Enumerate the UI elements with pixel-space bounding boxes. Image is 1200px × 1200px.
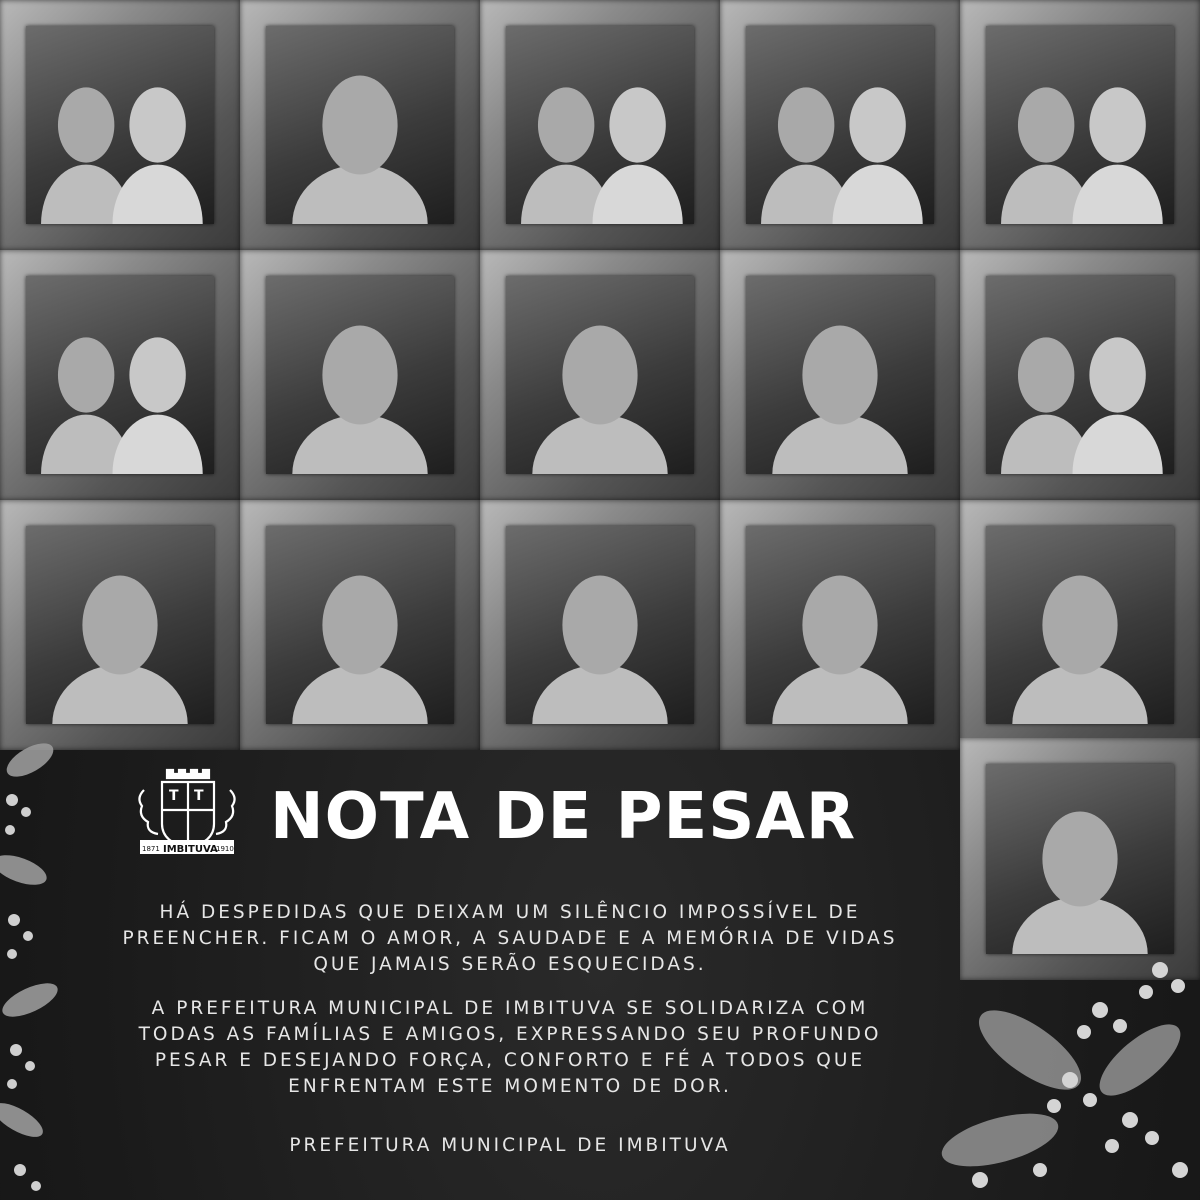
- photo-frame-9: [720, 250, 960, 500]
- city-coat-of-arms-icon: [132, 764, 242, 859]
- notice-signature: PREFEITURA MUNICIPAL DE IMBITUVA: [289, 1135, 731, 1156]
- person-body: [832, 165, 922, 224]
- person-photo-icon: [506, 276, 694, 474]
- memorial-photo: [986, 26, 1174, 224]
- logo-year-left: 1871: [142, 845, 160, 853]
- flowers-left-icon: [0, 740, 80, 1200]
- person-head: [562, 326, 637, 425]
- person-head: [1042, 576, 1117, 675]
- memorial-photo: [266, 526, 454, 724]
- person-photo-icon: [26, 276, 214, 474]
- photo-frame-8: [480, 250, 720, 500]
- person-head: [129, 337, 185, 412]
- photo-frame-14: [720, 500, 960, 750]
- memorial-photo: [746, 276, 934, 474]
- person-head: [322, 326, 397, 425]
- photo-frame-1: [0, 0, 240, 250]
- memorial-photo: [26, 276, 214, 474]
- person-body: [592, 165, 682, 224]
- person-photo-icon: [986, 526, 1174, 724]
- person-photo-icon: [26, 526, 214, 724]
- person-body: [1072, 415, 1162, 474]
- person-head: [1089, 337, 1145, 412]
- svg-text:T: T: [194, 788, 204, 804]
- person-head: [849, 87, 905, 162]
- person-head: [322, 76, 397, 175]
- person-head: [1089, 87, 1145, 162]
- memorial-photo: [26, 26, 214, 224]
- memorial-photo: [746, 526, 934, 724]
- svg-text:T: T: [169, 788, 179, 804]
- memorial-photo: [506, 26, 694, 224]
- memorial-photo: [266, 276, 454, 474]
- person-head: [1018, 337, 1074, 412]
- photo-frame-10: [960, 250, 1200, 500]
- person-photo-icon: [266, 26, 454, 224]
- person-photo-icon: [986, 764, 1174, 954]
- logo-banner-text: IMBITUVA: [163, 844, 218, 855]
- memorial-photo: [266, 26, 454, 224]
- photo-frame-3: [480, 0, 720, 250]
- photo-frame-5: [960, 0, 1200, 250]
- memorial-photo: [986, 764, 1174, 954]
- person-head: [562, 576, 637, 675]
- person-photo-icon: [986, 26, 1174, 224]
- person-head: [129, 87, 185, 162]
- person-body: [112, 415, 202, 474]
- photo-frame-12: [240, 500, 480, 750]
- person-head: [322, 576, 397, 675]
- person-body: [1072, 165, 1162, 224]
- photo-frame-6: [0, 250, 240, 500]
- memorial-photo: [26, 526, 214, 724]
- photo-frame-4: [720, 0, 960, 250]
- person-head: [802, 576, 877, 675]
- person-photo-icon: [266, 526, 454, 724]
- person-head: [1018, 87, 1074, 162]
- person-photo-icon: [266, 276, 454, 474]
- notice-title: NOTA DE PESAR: [270, 780, 857, 854]
- person-photo-icon: [506, 526, 694, 724]
- photo-frame-13: [480, 500, 720, 750]
- memorial-photo: [986, 526, 1174, 724]
- person-head: [58, 337, 114, 412]
- memorial-photo: [986, 276, 1174, 474]
- photo-frame-2: [240, 0, 480, 250]
- person-photo-icon: [506, 26, 694, 224]
- person-photo-icon: [26, 26, 214, 224]
- person-head: [1042, 812, 1117, 907]
- photo-frame-16: [960, 738, 1200, 980]
- person-photo-icon: [746, 276, 934, 474]
- person-head: [802, 326, 877, 425]
- memorial-photo: [506, 526, 694, 724]
- logo-year-right: 1910: [216, 845, 234, 853]
- person-photo-icon: [746, 26, 934, 224]
- person-head: [82, 576, 157, 675]
- person-photo-icon: [986, 276, 1174, 474]
- person-head: [778, 87, 834, 162]
- person-body: [112, 165, 202, 224]
- memorial-photo: [746, 26, 934, 224]
- photo-frame-11: [0, 500, 240, 750]
- photo-frame-7: [240, 250, 480, 500]
- photo-frame-15: [960, 500, 1200, 750]
- person-head: [58, 87, 114, 162]
- person-photo-icon: [746, 526, 934, 724]
- person-head: [609, 87, 665, 162]
- notice-paragraph-1: HÁ DESPEDIDAS QUE DEIXAM UM SILÊNCIO IMPOSSÍVEL DE PREENCHER. FICAM O AMOR, A SAUDADE E A MEMÓRIA DE VIDAS QUE JAMAIS SERÃO ESQUECIDAS.: [122, 902, 898, 975]
- flowers-right-icon: [920, 950, 1200, 1200]
- notice-paragraph-2: A PREFEITURA MUNICIPAL DE IMBITUVA SE SOLIDARIZA COM TODAS AS FAMÍLIAS E AMIGOS, EXPRESSANDO SEU PROFUNDO PESAR E DESEJANDO FORÇA, CONFORTO E FÉ A TODOS QUE ENFRENTAM ESTE MOMENTO DE DOR.: [138, 998, 882, 1097]
- person-head: [538, 87, 594, 162]
- memorial-photo: [506, 276, 694, 474]
